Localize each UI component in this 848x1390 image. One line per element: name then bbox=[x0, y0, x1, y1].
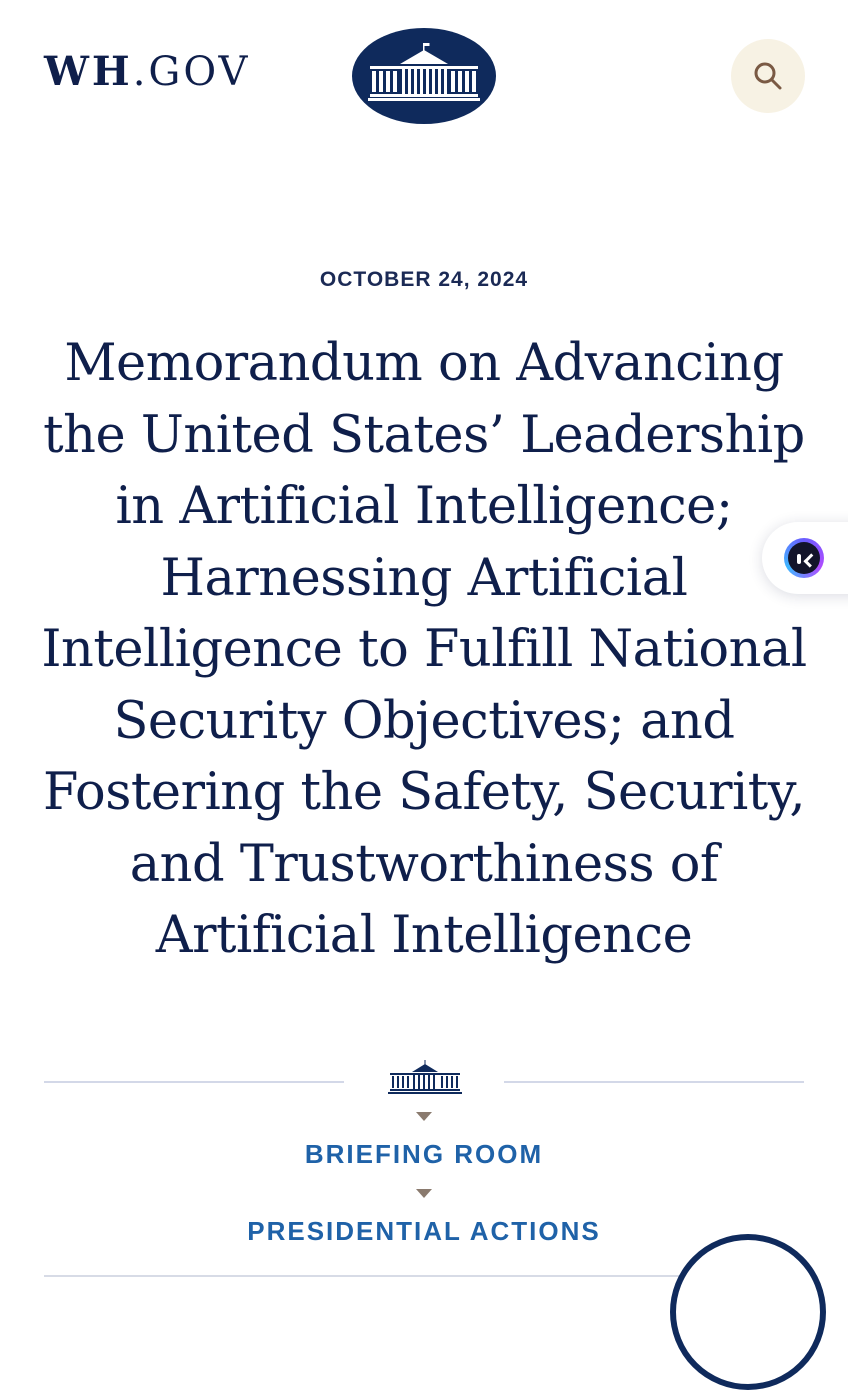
caret-down-icon bbox=[416, 1112, 432, 1121]
site-logo[interactable] bbox=[44, 48, 251, 95]
breadcrumb-presidential-actions[interactable]: PRESIDENTIAL ACTIONS bbox=[247, 1216, 601, 1246]
search-button[interactable] bbox=[731, 39, 805, 113]
divider-line-right bbox=[504, 1081, 804, 1083]
site-header bbox=[0, 0, 848, 150]
article-date: OCTOBER 24, 2024 bbox=[319, 268, 529, 291]
page-title: Memorandum on Advancing the United States’ Leadership in Artificial Intelligence; Harnessing Artificial Intelligence to Fulfill National Security Objectives; and Fostering the Safety, Security, and Trustworthiness of Artificial Intelligence bbox=[41, 334, 807, 965]
divider-line-left bbox=[44, 1081, 344, 1083]
white-house-seal-icon[interactable] bbox=[352, 28, 496, 124]
search-icon bbox=[752, 60, 784, 92]
back-to-top-button[interactable] bbox=[670, 1234, 826, 1390]
caret-down-icon bbox=[416, 1189, 432, 1198]
assistant-widget-button[interactable] bbox=[762, 522, 848, 594]
logo-suffix: .GOV bbox=[132, 49, 251, 95]
logo-bold: WH bbox=[44, 48, 133, 95]
assistant-face-icon bbox=[784, 538, 824, 578]
breadcrumb-briefing-room[interactable]: BRIEFING ROOM bbox=[304, 1139, 544, 1169]
white-house-icon bbox=[388, 1060, 462, 1099]
